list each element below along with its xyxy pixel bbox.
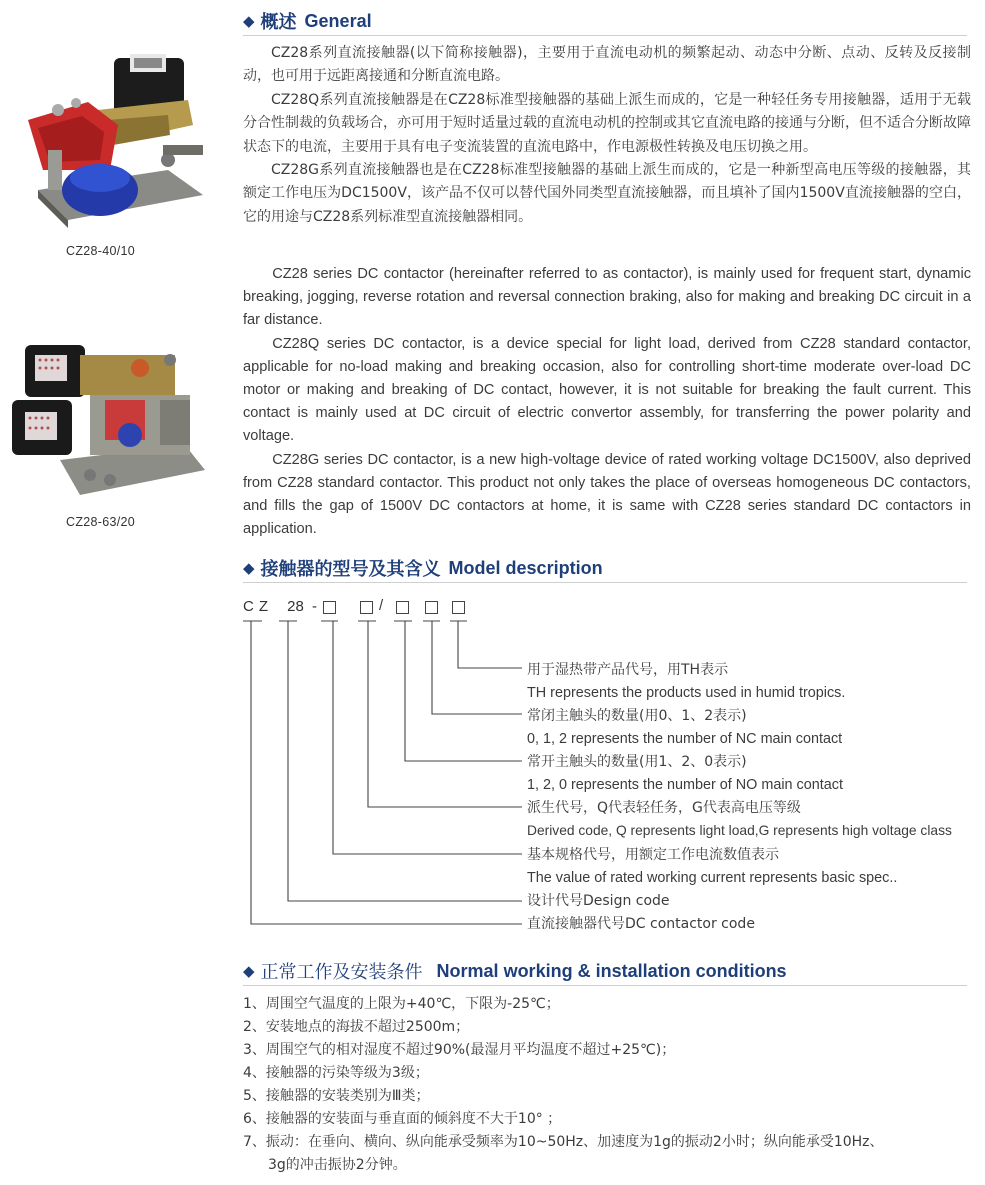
model-label-en: The value of rated working current represents basic spec.. [527, 870, 898, 886]
heading-cn: 概述 [260, 12, 297, 33]
heading-cn: 接触器的型号及其含义 [260, 559, 441, 580]
model-label-cn: 直流接触器代号DC contactor code [527, 916, 755, 932]
condition-item: 4、接触器的污染等级为3级； [243, 1065, 429, 1081]
code-slash: / [379, 597, 384, 614]
model-label-cn: 设计代号Design code [527, 893, 670, 909]
code-prefix: CZ [243, 598, 273, 615]
model-label-en: 1, 2, 0 represents the number of NO main contact [527, 777, 843, 793]
condition-item: 3、周围空气的相对湿度不超过90%(最湿月平均温度不超过+25℃)； [243, 1042, 676, 1058]
heading-en: Model description [448, 557, 603, 578]
model-label-en: TH represents the products used in humid tropics. [527, 685, 846, 701]
model-label-cn: 派生代号，Q代表轻任务，G代表高电压等级 [527, 800, 801, 816]
photo-caption: CZ28-40/10 [66, 244, 136, 258]
condition-item: 3g的冲击振协2分钟。 [268, 1157, 407, 1173]
paragraph: CZ28G series DC contactor, is a new high-voltage device of rated working voltage DC1500V, also deprived from CZ28 standard contactor. This product not only takes the place of overseas homogeneous DC contactors, and fills the gap of 1500V DC contactors at home, it is same with CZ28 series standard DC contactors in application. [243, 451, 971, 538]
heading-en: General [304, 10, 372, 31]
paragraph: CZ28系列直流接触器(以下简称接触器)，主要用于直流电动机的频繁起动、动态中分断、点动、反转及反接制动，也可用于远距离接通和分断直流电路。 [243, 45, 971, 85]
diamond-bullet-icon: ◆ [243, 559, 255, 577]
diamond-bullet-icon: ◆ [243, 12, 255, 30]
model-label-cn: 基本规格代号，用额定工作电流数值表示 [527, 847, 779, 863]
model-label-cn: 常开主触头的数量(用1、2、0表示) [527, 754, 747, 770]
paragraph: CZ28Q系列直流接触器是在CZ28标准型接触器的基础上派生而成的，它是一种轻任务专用接触器，适用于无载分合性制裁的负载场合，亦可用于短时适量过载的直流电动机的控制或其它直流电路的接通与分断，但不适合分断故障状态下的电流，主要用于具有电子变流装置的直流电路中，作电源极性转换及电压切换之用。 [243, 91, 971, 155]
condition-item: 7、振动：在垂向、横向、纵向能承受频率为10~50Hz、加速度为1g的振动2小时；纵向能承受10Hz、 [243, 1134, 884, 1150]
model-label-cn: 常闭主触头的数量(用0、1、2表示) [527, 708, 747, 724]
code-dash: - [312, 598, 318, 615]
paragraph: CZ28G系列直流接触器也是在CZ28标准型接触器的基础上派生而成的，它是一种新型高电压等级的接触器，其额定工作电压为DC1500V，该产品不仅可以替代国外同类型直流接触器，而且填补了国内1500V直流接触器的空白，它的用途与CZ28系列标准型直流接触器相同。 [243, 162, 971, 225]
photo-caption: CZ28-63/20 [66, 515, 136, 529]
model-label-cn: 用于湿热带产品代号，用TH表示 [527, 662, 729, 678]
condition-item: 5、接触器的安装类别为Ⅲ类； [243, 1088, 430, 1104]
condition-item: 6、接触器的安装面与垂直面的倾斜度不大于10° ； [243, 1111, 562, 1127]
condition-item: 2、安装地点的海拔不超过2500m； [243, 1019, 470, 1035]
heading-cn: 正常工作及安装条件 [260, 962, 423, 983]
heading-en: Normal working & installation conditions [436, 960, 787, 981]
paragraph: CZ28 series DC contactor (hereinafter referred to as contactor), is mainly used for frequent start, dynamic breaking, jogging, reverse rotation and reversal connection braking, also for making and breaking DC circuit in a far distance. [243, 266, 971, 329]
model-label-en: 0, 1, 2 represents the number of NC main contact [527, 731, 843, 747]
diamond-bullet-icon: ◆ [243, 962, 255, 980]
condition-item: 1、周围空气温度的上限为+40℃，下限为-25℃； [243, 996, 560, 1012]
code-number: 28 [287, 598, 304, 615]
model-label-en: Derived code, Q represents light load,G represents high voltage class [527, 823, 952, 838]
section-heading-conditions [243, 957, 967, 986]
paragraph: CZ28Q series DC contactor, is a device special for light load, derived from CZ28 standard contactor, applicable for no-load making and breaking occasion, also for controlling short-time moderate over-load DC motor or making and breaking of DC contact, however, it is not suitable for breaking the fault current. This contact is mainly used at DC circuit of electric convertor assembly, for transferring the power polarity and voltage. [243, 335, 971, 445]
